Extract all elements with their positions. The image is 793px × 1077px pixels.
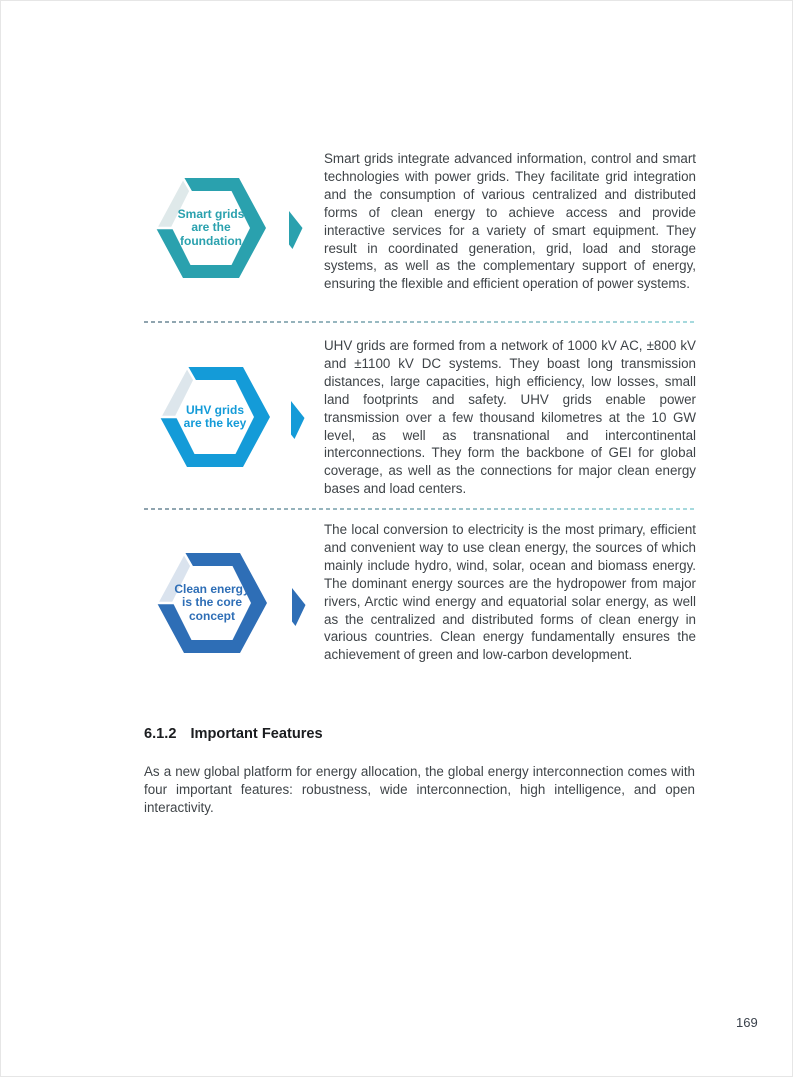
hexagon-label-line: UHV grids — [185, 402, 244, 417]
page-number: 169 — [736, 1015, 758, 1030]
hexagon-smart-grids — [156, 178, 266, 278]
hexagon-label-line: are the key — [183, 416, 247, 430]
paragraph-clean-energy: The local conversion to electricity is the most primary, efficient and convenient way to use clean energy, the sources of which mainly include hydro, wind, solar, ocean and biomass energy. The dominant energy sources are the hydropower from major rivers, Arctic wind energy and equatorial solar energy, as well as the centralized and distributed forms of clean energy in various countries. Clean energy fundamentally ensures the achievement of green and low-carbon development. — [324, 522, 696, 663]
hexagon-clean-energy — [157, 553, 267, 653]
section-heading — [144, 726, 323, 742]
intro-paragraph: As a new global platform for energy allocation, the global energy interconnection comes with four important features: robustness, wide interconnection, high intelligence, and open interactivity. — [144, 764, 695, 815]
section-number: 6.1.2 — [144, 726, 177, 742]
dashed-separator — [144, 508, 694, 510]
hexagon-label-line: Smart grids — [177, 206, 245, 221]
paragraph-uhv-grids: UHV grids are formed from a network of 1000 kV AC, ±800 kV and ±1100 kV DC systems. They boast long transmission distances, large capacities, high efficiency, low losses, small land footprints and safety. UHV grids enable power transmission over a few thousand kilometres at the 10 GW level, as well as transnational and intercontinental interconnections. They form the backbone of GEI for global coverage, as well as the connections for major clean energy bases and load centers. — [324, 338, 696, 497]
hexagon-label-line: is the core — [181, 595, 243, 610]
right-arrow-icon — [289, 211, 303, 249]
section-title: Important Features — [190, 726, 323, 742]
hexagon-uhv-grids — [160, 367, 270, 467]
hexagon-label-line: are the — [191, 220, 231, 235]
dashed-separator — [144, 321, 694, 323]
hexagon-label-line: concept — [188, 608, 235, 623]
right-arrow-icon — [291, 401, 305, 439]
hexagon-label-line: Clean energy — [174, 581, 250, 596]
right-arrow-icon — [292, 588, 306, 626]
paragraph-smart-grids: Smart grids integrate advanced information, control and smart technologies with power grids. They facilitate grid integration and the consumption of various centralized and distributed forms of clean energy to achieve access and provide interactive services for a variety of smart equipment. They result in coordinated generation, grid, load and storage systems, as well as the complementary support of energy, ensuring the flexible and efficient operation of power systems. — [324, 151, 696, 292]
hexagon-label — [171, 567, 253, 639]
hexagon-label-line: foundation — [180, 233, 242, 248]
hexagon-label — [174, 381, 256, 453]
hexagon-label — [170, 192, 252, 264]
